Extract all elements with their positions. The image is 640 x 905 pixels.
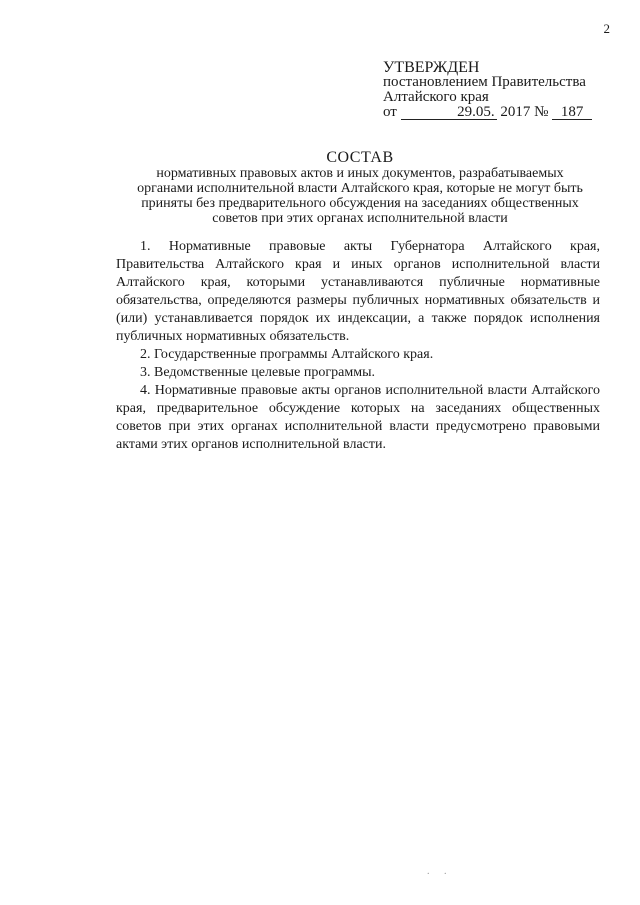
document-body xyxy=(116,238,600,454)
page-number: 2 xyxy=(603,21,610,36)
approval-number: 187 xyxy=(552,106,592,120)
approval-line-2: Алтайского края xyxy=(383,89,489,105)
document-subtitle-line: приняты без предварительного обсуждения на заседаниях общественных xyxy=(141,196,579,211)
document-heading: СОСТАВ xyxy=(326,149,394,166)
approval-date-line xyxy=(383,105,623,120)
document-subtitle-line: органами исполнительной власти Алтайского края, которые не могут быть xyxy=(137,181,583,196)
list-item: 1. Нормативные правовые акты Губернатора Алтайского края, Правительства Алтайского края и иных органов исполнительной власти Алтайского края, которыми устанавливаются публичные нормативные обязательства, определяются размеры публичных нормативных обязательств и (или) устанавливается порядок их индексации, а также порядок исполнения публичных нормативных обязательств. xyxy=(116,239,600,344)
document-title xyxy=(120,150,600,226)
approval-title: УТВЕРЖДЕН xyxy=(383,59,480,76)
approval-date: 29.05. xyxy=(401,106,497,120)
list-item: 2. Государственные программы Алтайского края. xyxy=(140,347,434,362)
document-subtitle-line: советов при этих органах исполнительной власти xyxy=(212,211,508,226)
approval-stamp xyxy=(383,60,623,120)
document-subtitle-line: нормативных правовых актов и иных документов, разрабатываемых xyxy=(156,166,564,181)
scan-specks: . . xyxy=(427,866,453,877)
approval-line-1: постановлением Правительства xyxy=(383,74,586,90)
list-item: 3. Ведомственные целевые программы. xyxy=(140,365,375,380)
approval-date-prefix: от xyxy=(383,104,397,120)
list-item: 4. Нормативные правовые акты органов исполнительной власти Алтайского края, предварительное обсуждение которых на заседаниях общественных советов при этих органах исполнительной власти предусмотрено правовыми актами этих органов исполнительной власти. xyxy=(116,383,600,452)
approval-year: 2017 № xyxy=(500,104,549,120)
